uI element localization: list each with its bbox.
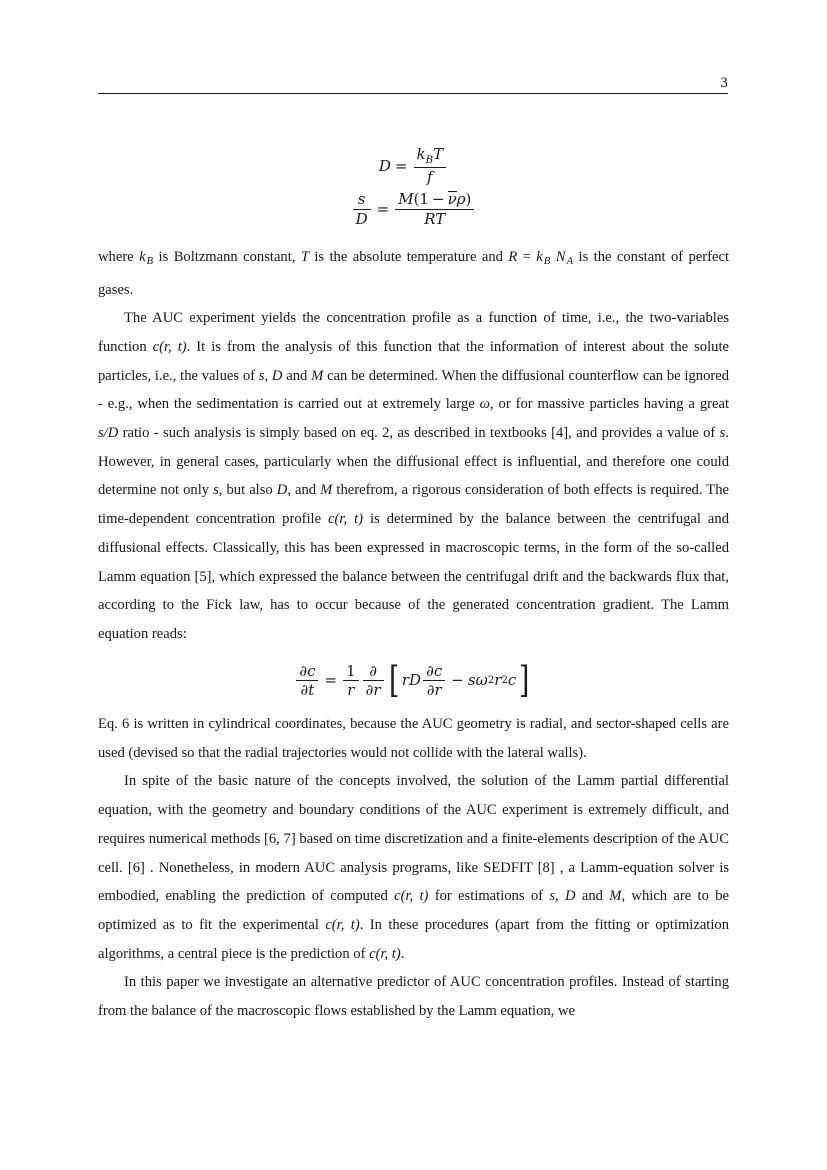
text-run: , or for massive particles having a great [489,396,729,413]
math-subscript-B: B [425,155,434,166]
text-run: The AUC experiment yields the concentration profile as a function of time, i.e., the two-variables function [98,310,729,355]
math-number-one: 1 [346,661,356,680]
math-symbol-partial-specific-volume: ν [447,190,457,209]
fraction-M-buoyancy-over-RT [395,191,474,227]
math-exponent-two: 2 [487,674,495,686]
math-symbol-f: f [427,168,433,187]
header-rule [98,93,728,94]
fraction-numerator [395,191,474,209]
fraction-numerator [414,146,447,167]
text-run: is the constant of perfect gases. [98,249,730,298]
math-symbol-k: k [139,249,146,266]
math-symbol-s: s [467,671,476,690]
math-args-r-t: (r, t) [400,888,429,905]
equation-lamm-math [294,657,532,701]
text-run: , which are to be optimized as to fit the experimental [98,888,729,933]
fraction-denominator [353,210,371,227]
equation-diffusion-coefficient [98,146,729,185]
fraction-partial-c-over-partial-r [423,663,445,698]
equation-svedberg-ratio [98,191,729,227]
math-paren-open: (1 [413,190,429,209]
fraction-numerator [366,663,380,680]
math-symbol-c: c [394,888,401,905]
text-run: and [575,888,610,905]
fraction-denominator [424,681,445,698]
math-bracket-open: [ [388,657,399,701]
math-symbol-r: r [347,680,355,699]
math-symbol-s: s [258,367,265,384]
text-run: is the absolute temperature and [308,249,509,266]
math-bracket-close: ] [519,657,530,701]
math-symbol-D: D [378,156,391,175]
math-symbol-R: R [508,249,518,266]
text-run: , and [287,482,321,499]
text-run: ratio - such analysis is simply based on eq. 2, as described in textbooks [4], and provides a value of [118,425,720,442]
math-args-r-t: (r, t) [331,916,360,933]
math-symbol-D: D [565,888,576,905]
math-symbol-M: M [398,190,414,209]
fraction-denominator [298,681,318,698]
math-symbol-N: N [555,249,566,266]
text-run: for estimations of [428,888,550,905]
math-symbol-c: c [152,338,160,355]
fraction-numerator [296,663,318,680]
math-partial-c: ∂c [426,661,443,680]
math-symbol-k: k [416,145,426,163]
fraction-partial-c-over-partial-t [296,663,318,698]
text-run: . In these procedures (apart from the fitting or optimization algorithms, a central piece is the prediction of [98,916,730,962]
math-term-rD: rD [401,671,422,690]
math-symbol-s: s [357,190,366,209]
paragraph-in-this-paper: In this paper we investigate an alternative predictor of AUC concentration profiles. Instead of starting from the balance of the macroscopic flows established by the Lamm equation, we [98,974,729,1020]
math-partial: ∂ [369,661,377,680]
paragraph-eq6-cylindrical: Eq. 6 is written in cylindrical coordinates, because the AUC geometry is radial, and sector-shaped cells are used (devised so that the radial trajectories would not collide with the lateral walls). [98,716,729,761]
math-args-r-t: (r, t) [375,945,401,962]
fraction-partial-over-partial-r [363,663,384,698]
text-run: , [264,367,272,384]
math-symbol-D: D [355,209,368,228]
equation-lamm [98,657,729,701]
text-run: where [98,249,140,266]
math-symbol-D: D [271,367,283,384]
text-run: . It is from the analysis of this function that the information of interest about the solute particles, i.e., the values of [98,338,729,384]
math-symbol-c: c [328,511,335,528]
text-run: therefrom, a rigorous consideration of both effects is required. The time-dependent concentration profile [98,482,729,528]
fraction-denominator [421,210,448,227]
math-symbol-T: T [433,145,444,163]
math-symbol-c: c [369,945,376,962]
math-args-r-t: (r, t) [159,338,187,355]
math-symbol-s: s [213,482,219,499]
fraction-denominator [424,168,436,185]
math-partial-r: ∂r [426,680,442,699]
fraction-kBT-over-f [414,146,447,185]
math-symbol-omega: ω [479,396,490,413]
math-partial-t: ∂t [300,680,315,699]
math-symbol-omega: ω [475,671,488,690]
fraction-denominator [344,681,357,698]
math-paren-close: ) [465,190,472,209]
math-operator-equals: = [394,156,408,175]
text-run: is determined by the balance between the centrifugal and diffusional effects. Classically, this has been expressed in macroscopic terms, in the form of the so-called Lamm equation [5], which expressed the balance between the centrifugal drift and the backwards flux that, according to the Fick law, has to occur because of the generated concentration gradient. The Lamm equation reads: [98,511,730,642]
math-operator-equals: = [376,200,390,219]
text-run: , [555,888,566,905]
math-symbol-s: s [719,425,726,442]
equation-svedberg-ratio-math [351,191,477,227]
math-symbol-M: M [311,367,324,384]
fraction-numerator [355,191,369,208]
fraction-numerator [423,663,445,680]
math-symbol-D: D [276,482,288,499]
body-column [98,124,729,1026]
math-symbol-c: c [325,916,332,933]
math-exponent-two: 2 [501,674,508,686]
text-run: can be determined. When the diffusional counterflow can be ignored - e.g., when the sedimentation is carried out at extremely large [98,367,730,413]
page-number: 3 [720,74,728,91]
paragraph-where-definitions [98,243,729,304]
text-run: = [517,249,537,266]
math-symbol-RT: RT [424,209,446,228]
math-operator-minus: − [451,671,464,690]
math-args-r-t: (r, t) [334,511,364,528]
paragraph-in-spite [98,767,729,968]
math-partial-r: ∂r [365,680,381,699]
paragraph-auc-experiment [98,304,729,648]
math-operator-equals: = [324,671,338,690]
fraction-denominator [363,681,384,698]
text-run: In spite of the basic nature of the concepts involved, the solution of the Lamm partial differential equation, with the geometry and boundary conditions of the AUC experiment is extremely difficult, and requires numerical methods [6, 7] based on time discretization and a finite-elements description of the AUC cell. [6] . Nonetheless, in modern AUC analysis programs, like SEDFIT [8] , a Lamm-equation solver is embodied, enabling the prediction of computed [98,773,729,905]
math-subscript-B: B [543,254,551,267]
page-header [98,68,728,94]
math-symbol-T: T [300,249,309,266]
math-symbol-rho: ρ [456,190,466,209]
math-subscript-B: B [146,254,154,267]
text-run: is Boltzmann constant, [153,249,301,266]
fraction-numerator [343,663,359,680]
folio-row [98,68,728,90]
math-symbol-s: s [549,888,556,905]
math-ratio-s-over-D: s/D [98,425,119,442]
math-subscript-A: A [566,254,574,267]
math-partial-c: ∂c [299,661,316,680]
text-run: and [282,367,312,384]
equation-diffusion-coefficient-math [379,146,448,185]
text-run: . However, in general cases, particularly when the diffusional effect is influential, and therefore one could determine not only [98,425,729,499]
math-symbol-M: M [320,482,333,499]
math-symbol-M: M [609,888,622,905]
text-run: . [400,945,405,962]
fraction-s-over-D [353,191,371,226]
text-run: , but also [218,482,277,499]
fraction-one-over-r [343,663,359,698]
math-symbol-k: k [536,249,543,266]
math-symbol-c: c [507,671,517,690]
math-symbol-r: r [494,671,502,690]
math-operator-minus: − [431,190,445,209]
